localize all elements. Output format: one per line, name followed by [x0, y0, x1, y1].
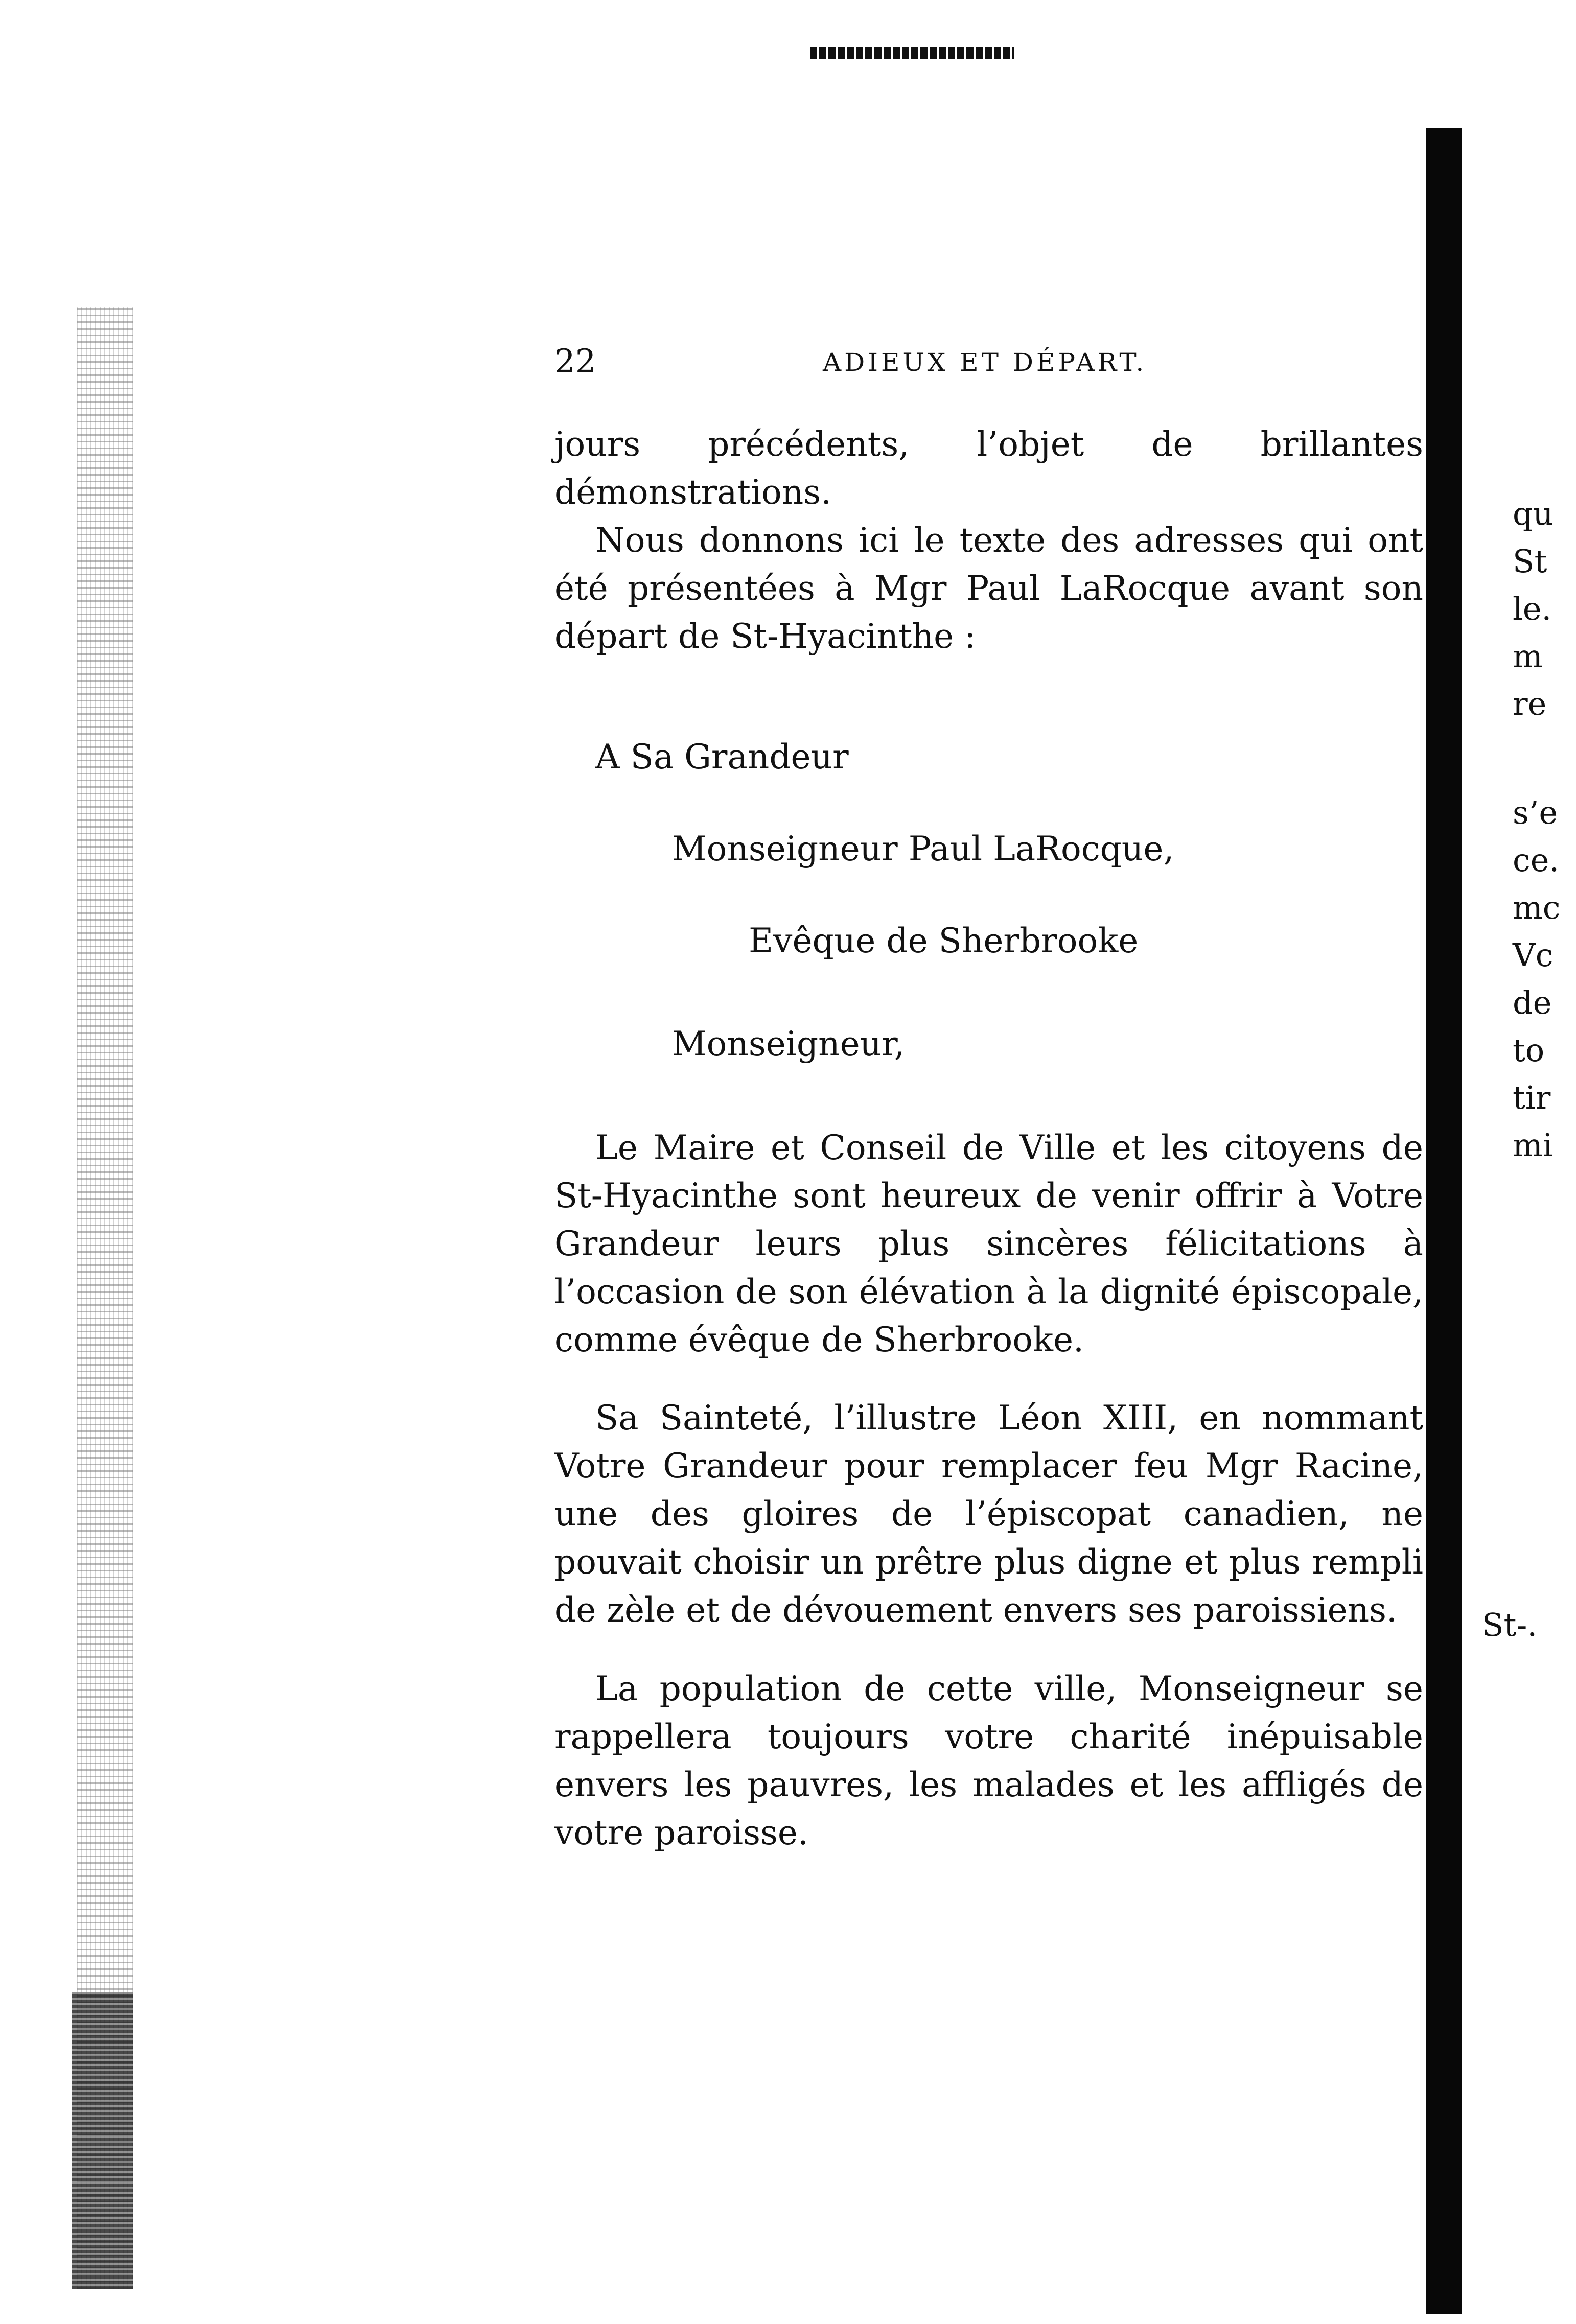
next-page-fragment: le.: [1513, 590, 1552, 627]
address-line-3: Evêque de Sherbrooke: [749, 921, 1139, 960]
next-page-fragment: qu: [1513, 495, 1554, 532]
next-page-fragment: m: [1513, 638, 1543, 675]
paragraph-3: [554, 1124, 1423, 1364]
paragraph-1: [554, 420, 1423, 517]
next-page-fragment: mc: [1513, 889, 1561, 926]
running-title: ADIEUX ET DÉPART.: [823, 347, 1147, 377]
next-page-fragment: St: [1513, 543, 1547, 580]
paragraph-4: [554, 1394, 1423, 1634]
scan-top-mark: [810, 47, 1014, 59]
next-page-fragment: tir: [1513, 1079, 1551, 1116]
next-page-edge: [1462, 77, 1576, 2314]
paragraph-4-text: Sa Sainteté, l’illustre Léon XIII, en nommant Votre Grandeur pour remplacer feu Mgr Racine, une des gloires de l’épiscopat canadien, ne pouvait choisir un prêtre plus digne et plus rempli de zèle et de dévouement envers ses paroissiens.: [554, 1398, 1423, 1630]
next-page-fragment: re: [1513, 685, 1547, 722]
paragraph-2-text: Nous donnons ici le texte des adresses qui ont été présentées à Mgr Paul LaRocque avant son départ de St-Hyacinthe :: [554, 521, 1423, 656]
next-page-fragment: mi: [1513, 1126, 1553, 1164]
scan-spine-noise-dark: [72, 1992, 133, 2289]
scan-spine-noise: [77, 307, 133, 2289]
next-page-fragment: St-.: [1482, 1606, 1538, 1644]
page-header: [554, 341, 1423, 387]
paragraph-2: [554, 517, 1423, 661]
next-page-fragment: to: [1513, 1031, 1545, 1069]
next-page-fragment: ce.: [1513, 841, 1560, 879]
next-page-fragment: Vc: [1513, 936, 1554, 974]
next-page-fragment: de: [1513, 984, 1552, 1021]
next-page-fragment: s’e: [1513, 794, 1558, 831]
salutation: Monseigneur,: [672, 1024, 905, 1064]
paragraph-3-text: Le Maire et Conseil de Ville et les citoyens de St-Hyacinthe sont heureux de venir offrir à Votre Grandeur leurs plus sincères félicitations à l’occasion de son élévation à la dignité épiscopale, comme évêque de Sherbrooke.: [554, 1128, 1423, 1359]
address-line-1: A Sa Grandeur: [595, 737, 849, 777]
paragraph-5-text: La population de cette ville, Monseigneur se rappellera toujours votre charité inépuisable envers les pauvres, les malades et les affligés de votre paroisse.: [554, 1669, 1423, 1852]
binding-strip: [1426, 128, 1462, 2314]
address-line-2: Monseigneur Paul LaRocque,: [672, 829, 1174, 868]
paragraph-5: [554, 1665, 1423, 1857]
paragraph-1-text: jours précédents, l’objet de brillantes démonstrations.: [554, 425, 1423, 512]
page-number: 22: [554, 343, 596, 381]
